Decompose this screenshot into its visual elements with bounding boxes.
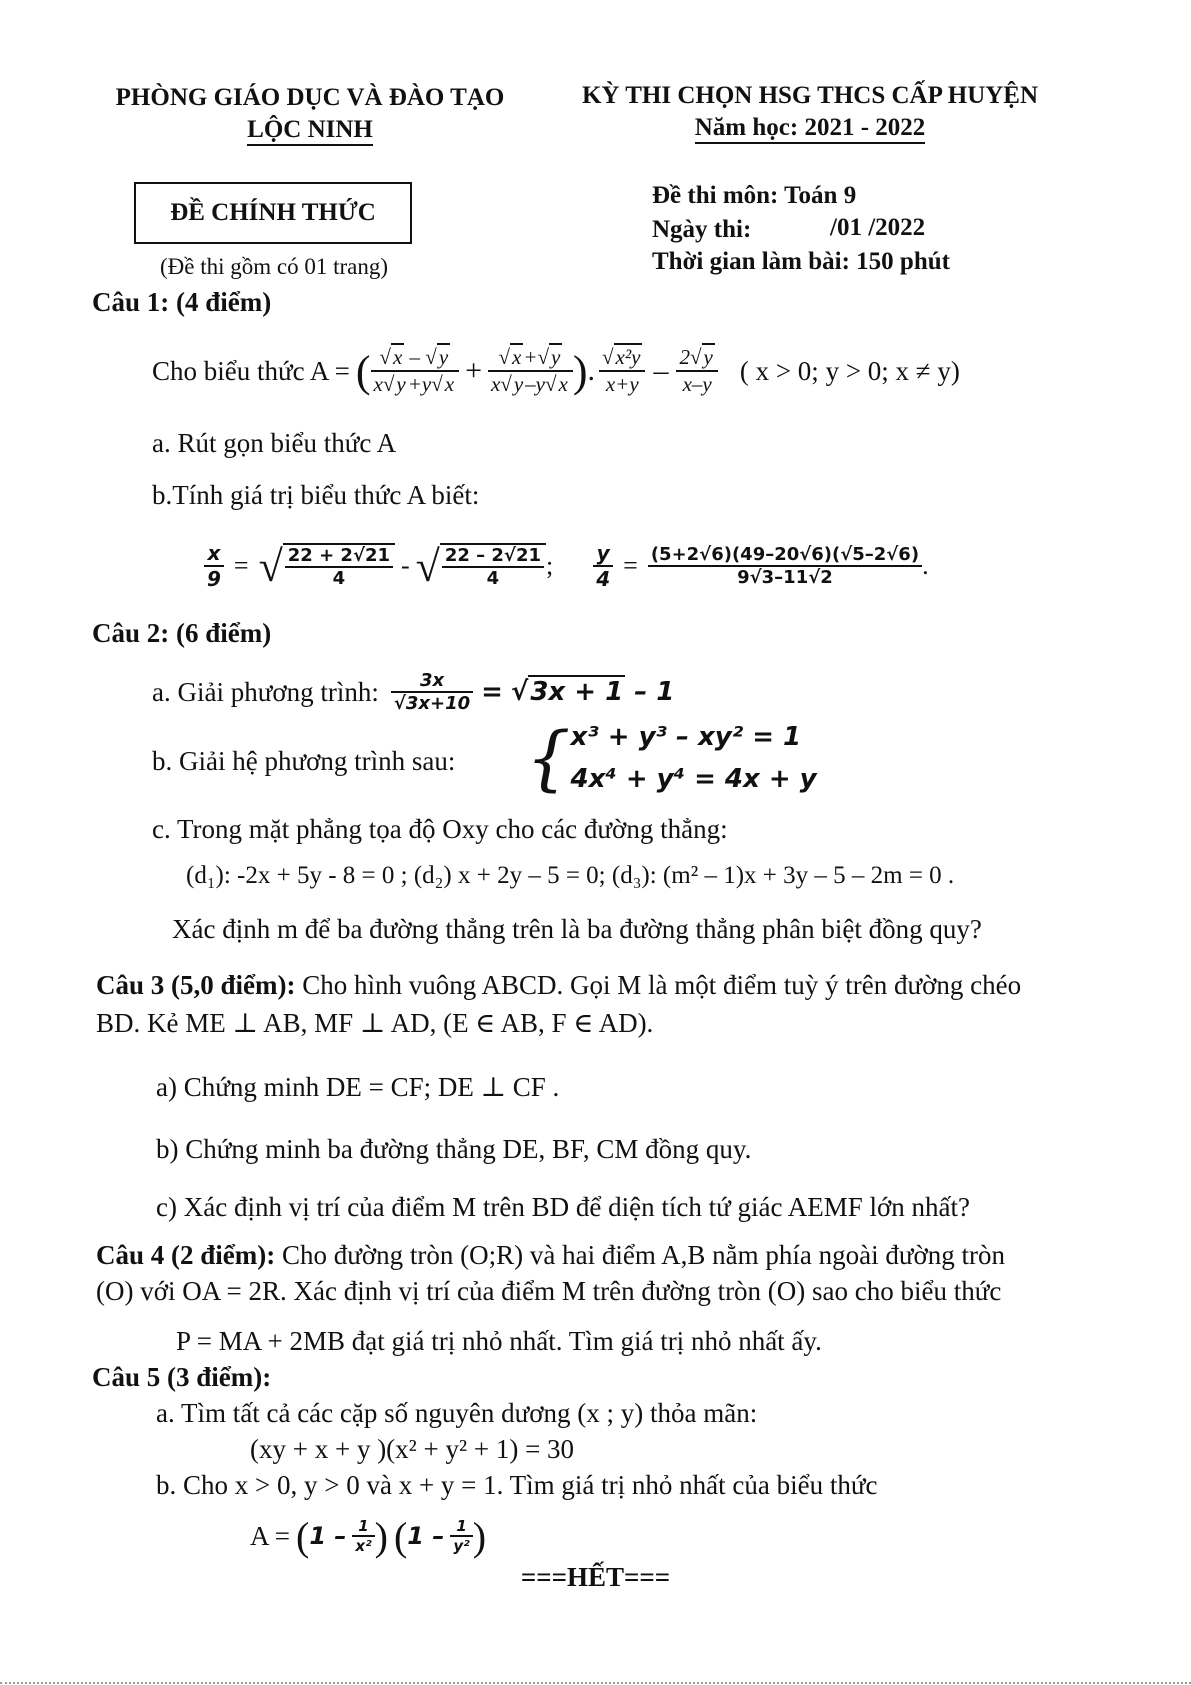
q4-text2: (O) với OA = 2R. Xác định vị trí của điểm M trên đường tròn (O) sao cho biểu thức [96,1276,1002,1306]
q1-given-values: $\frac{x}{9}$ = √ $\frac{22 + 2√21}{4}$ - √ $\frac{22 - 2√21}{4}$ ; $\frac{y}{4}$ = $\frac{(5+2√6)(49-20√6)(√5-2√6)}{9√3-11√2}$ . [204,528,929,604]
q5-part-b: b. Cho x > 0, y > 0 và x + y = 1. Tìm giá trị nhỏ nhất của biểu thức [156,1470,878,1500]
department-name: PHÒNG GIÁO DỤC VÀ ĐÀO TẠO [115,84,505,111]
q1-part-b: b.Tính giá trị biểu thức A biết: [152,480,480,510]
q2-lines: (d₁): -2x + 5y - 8 = 0 ; (d₂) x + 2y – 5 = 0; (d₃): (m² – 1)x + 3y – 5 – 2m = 0 . [186,862,955,889]
exam-title: KỲ THI CHỌN HSG THCS CẤP HUYỆN [581,82,1039,109]
q5-title: Câu 5 (3 điểm): [92,1362,272,1392]
q1-expression [152,336,960,406]
q1-title: Câu 1: (4 điểm) [92,287,272,317]
q2-title: Câu 2: (6 điểm) [92,618,272,648]
q1-formula: ( $\frac{√x - √y}{x√y+y√x}$ + $\frac{√x+√y}{x√y-y√x}$ ) . $\frac{\text{√x²y}}{x+y}$ – $\frac{2√y}{x-y}$ [356,345,718,397]
q4-title: Câu 4 (2 điểm): [96,1240,276,1270]
q1-condition: ( x > 0; y > 0; x ≠ y) [739,355,960,386]
q3-part-b: b) Chứng minh ba đường thẳng DE, BF, CM đồng quy. [156,1134,752,1164]
end-mark: ===HẾT=== [520,1562,671,1592]
q2-part-a-row: a. Giải phương trình: $\frac{3x}{√3x+10}$ = √3x + 1 – 1 [152,670,675,714]
q3-line1 [96,970,1021,1001]
department-location-text: LỘC NINH [247,116,373,146]
q4-line1 [96,1240,1005,1271]
bottom-divider [0,1682,1191,1684]
q5-expression-b: A = ( 1 – $\frac{1}{\text{x²}}$ ) ( 1 – $\frac{1}{\text{y²}}$ ) [250,1513,487,1559]
q2-part-c-question: Xác định m để ba đường thẳng trên là ba đường thẳng phân biệt đồng quy? [172,914,982,944]
q2-system: { x³ + y³ – xy² = 1 4x⁴ + y⁴ = 4x + y [526,717,817,799]
q1-intro: Cho biểu thức A = [152,355,350,386]
q2-part-b: b. Giải hệ phương trình sau: [152,746,456,776]
q1-part-a: a. Rút gọn biểu thức A [152,428,397,458]
q4-text1: Cho đường tròn (O;R) và hai điểm A,B nằm phía ngoài đường tròn [281,1240,1005,1270]
exam-date-label: Ngày thi: [652,216,752,243]
page-note: (Đề thi gồm có 01 trang) [160,254,389,279]
school-year-text: Năm học: 2021 - 2022 [695,114,926,144]
q4-text3: P = MA + 2MB đạt giá trị nhỏ nhất. Tìm giá trị nhỏ nhất ấy. [176,1326,822,1356]
q3-part-a: a) Chứng minh DE = CF; DE ⊥ CF . [156,1072,560,1102]
subject: Đề thi môn: Toán 9 [652,182,857,209]
school-year [560,114,1060,142]
q3-text2: BD. Kẻ ME ⊥ AB, MF ⊥ AD, (E ∈ AB, F ∈ AD). [96,1008,654,1038]
q3-title: Câu 3 (5,0 điểm): [96,970,296,1000]
official-label: ĐỀ CHÍNH THỨC [170,199,376,226]
q2-part-a: a. Giải phương trình: [152,676,379,707]
q5-part-a: a. Tìm tất cả các cặp số nguyên dương (x ; y) thỏa mãn: [156,1398,758,1428]
exam-duration: Thời gian làm bài: 150 phút [652,248,950,275]
q3-text1: Cho hình vuông ABCD. Gọi M là một điểm tuỳ ý trên đường chéo [302,970,1022,1000]
official-label-box [134,182,412,244]
q5-equation-a: (xy + x + y )(x² + y² + 1) = 30 [250,1434,575,1464]
q3-part-c: c) Xác định vị trí của điểm M trên BD để diện tích tứ giác AEMF lớn nhất? [156,1192,970,1222]
q2-part-c: c. Trong mặt phẳng tọa độ Oxy cho các đường thẳng: [152,814,728,844]
exam-date-value: /01 /2022 [830,214,926,241]
department-location [90,116,530,144]
